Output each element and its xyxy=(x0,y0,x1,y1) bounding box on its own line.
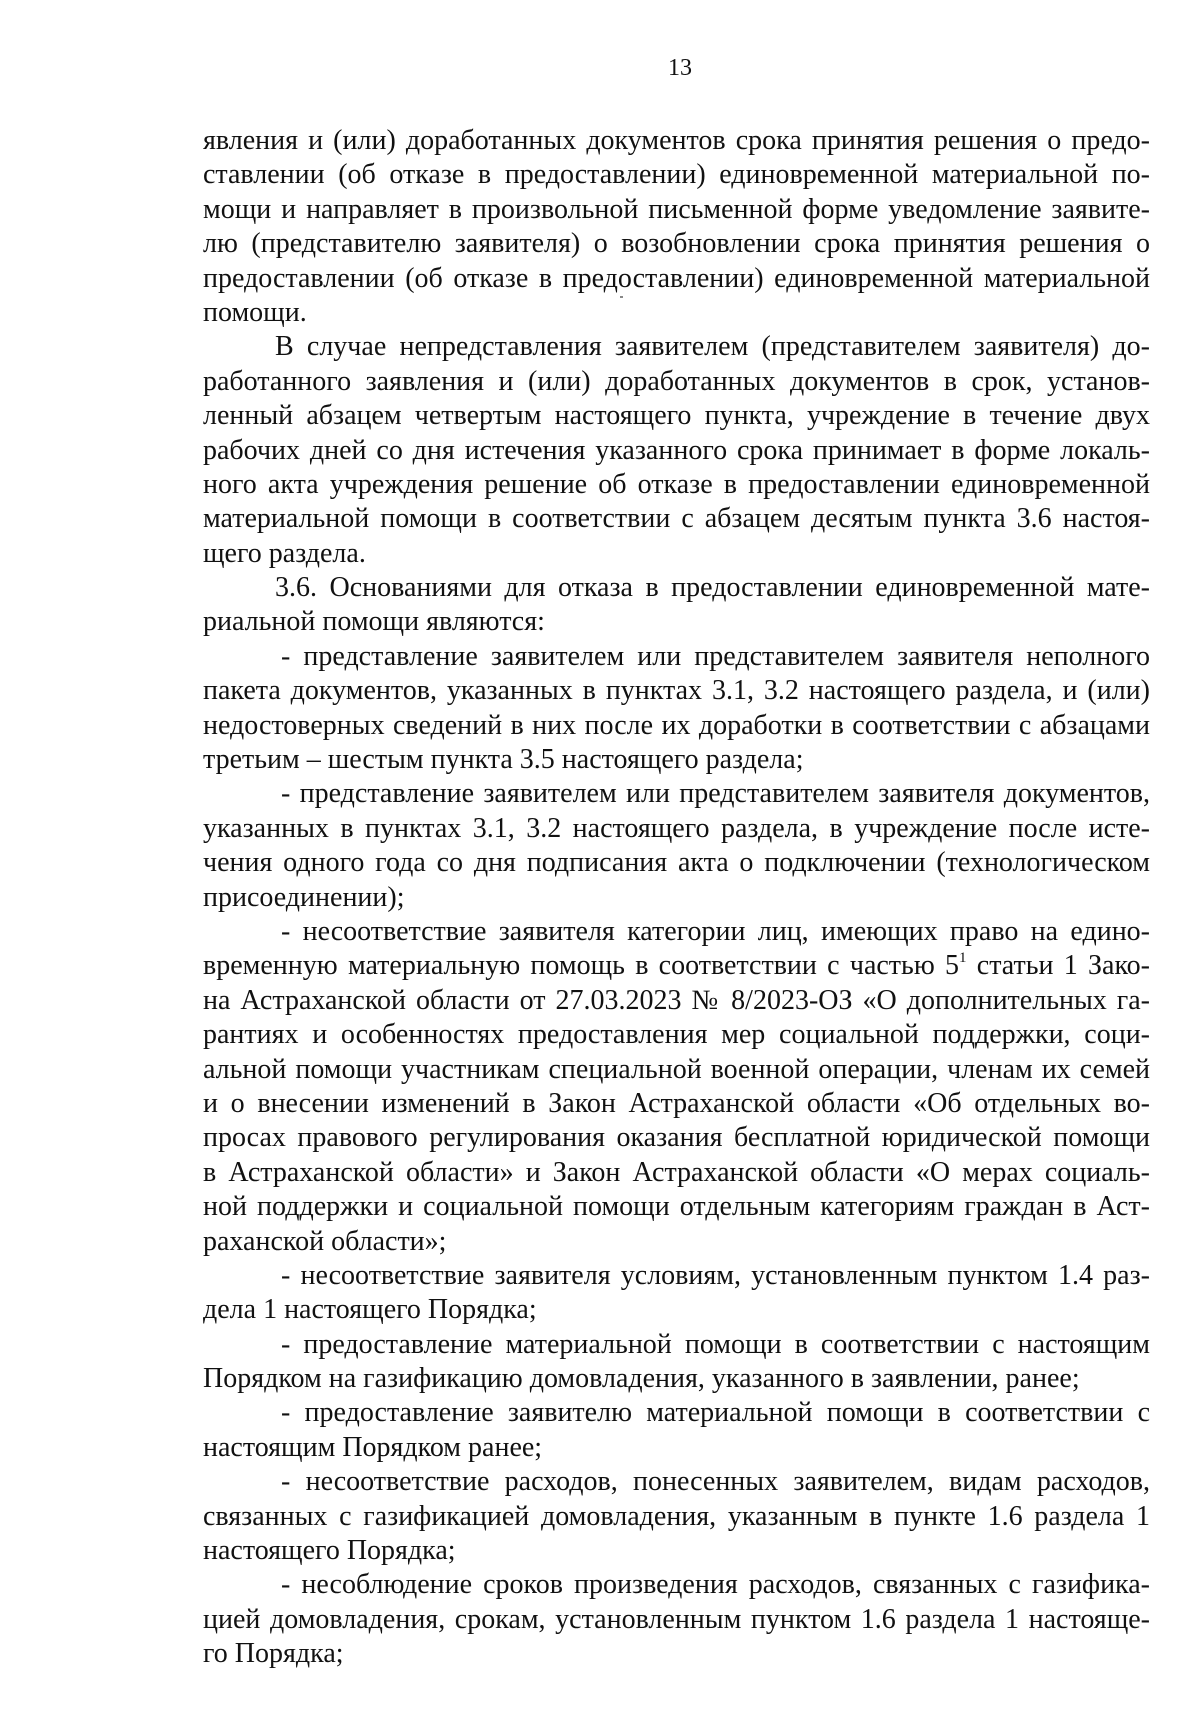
text-line: помощи. xyxy=(203,296,307,328)
text-line: и о внесении изменений в Закон Астраханской области «Об отдельных во- xyxy=(203,1087,1150,1119)
text-line: раханской области»; xyxy=(203,1225,447,1257)
text-line: ленный абзацем четвертым настоящего пункта, учреждение в течение двух xyxy=(203,400,1150,432)
text-line: го Порядка; xyxy=(203,1638,344,1670)
text-line: щего раздела. xyxy=(203,537,366,569)
text-line: ставлении (об отказе в предоставлении) единовременной материальной по- xyxy=(203,159,1150,191)
text-line: просах правового регулирования оказания бесплатной юридической помощи xyxy=(203,1122,1150,1154)
text-line: рантиях и особенностях предоставления мер социальной поддержки, соци- xyxy=(203,1019,1150,1051)
list-item-line: - несоответствие заявителя условиям, установленным пунктом 1.4 раз- xyxy=(281,1259,1150,1291)
text-line: явления и (или) доработанных документов срока принятия решения о предо- xyxy=(203,125,1150,156)
text-line: мощи и направляет в произвольной письменной форме уведомление заявите- xyxy=(203,193,1150,225)
text-line: на Астраханской области от 27.03.2023 № 8/2023-ОЗ «О дополнительных га- xyxy=(203,984,1150,1016)
text-line: предоставлении (об отказе в предоставлении) единовременной материальной xyxy=(203,262,1150,294)
text-line: присоединении); xyxy=(203,881,405,913)
list-item-line: - представление заявителем или представителем заявителя неполного xyxy=(281,640,1150,672)
text-line: ной поддержки и социальной помощи отдельным категориям граждан в Аст- xyxy=(203,1191,1150,1223)
superscript: 1 xyxy=(959,950,967,967)
text-line: рабочих дней со дня истечения указанного срока принимает в форме локаль- xyxy=(203,434,1150,466)
text-line: дела 1 настоящего Порядка; xyxy=(203,1294,537,1326)
text-line: настоящим Порядком ранее; xyxy=(203,1431,543,1463)
text-line: настоящего Порядка; xyxy=(203,1535,456,1567)
list-item-line: - предоставление заявителю материальной помощи в соответствии с xyxy=(281,1397,1150,1429)
list-item-line: - несоответствие заявителя категории лиц, имеющих право на едино- xyxy=(281,915,1150,947)
list-item-line: - представление заявителем или представителем заявителя документов, xyxy=(281,778,1150,810)
text-fragment: статьи 1 Зако- xyxy=(966,950,1150,982)
text-line: В случае непредставления заявителем (представителем заявителя) до- xyxy=(275,331,1150,363)
section-heading-line: 3.6. Основаниями для отказа в предоставлении единовременной мате- xyxy=(275,572,1150,604)
text-fragment: временную материальную помощь в соответствии с частью 5 xyxy=(203,950,960,982)
text-line: пакета документов, указанных в пунктах 3.1, 3.2 настоящего раздела, и (или) xyxy=(203,675,1150,707)
text-line: третьим – шестым пункта 3.5 настоящего раздела; xyxy=(203,744,804,776)
body-text xyxy=(203,124,1150,1672)
text-line: лю (представителю заявителя) о возобновлении срока принятия решения о xyxy=(203,228,1150,260)
text-line-with-superscript xyxy=(203,949,1150,983)
list-item-line: - предоставление материальной помощи в соответствии с настоящим xyxy=(281,1328,1150,1360)
list-item-line: - несоблюдение сроков произведения расходов, связанных с газифика- xyxy=(281,1569,1150,1601)
text-line: Порядком на газификацию домовладения, указанного в заявлении, ранее; xyxy=(203,1363,1080,1395)
text-line: ного акта учреждения решение об отказе в предоставлении единовременной xyxy=(203,468,1150,500)
text-line: цией домовладения, срокам, установленным пунктом 1.6 раздела 1 настояще- xyxy=(203,1603,1150,1635)
text-line: работанного заявления и (или) доработанных документов в срок, установ- xyxy=(203,365,1150,397)
text-line: чения одного года со дня подписания акта о подключении (технологическом xyxy=(203,847,1150,879)
text-line: риальной помощи являются: xyxy=(203,606,545,638)
page-number: 13 xyxy=(668,55,692,81)
text-line: связанных с газификацией домовладения, указанным в пункте 1.6 раздела 1 xyxy=(203,1500,1150,1532)
list-item-line: - несоответствие расходов, понесенных заявителем, видам расходов, xyxy=(281,1466,1150,1498)
text-line: недостоверных сведений в них после их доработки в соответствии с абзацами xyxy=(203,709,1150,741)
text-line: в Астраханской области» и Закон Астраханской области «О мерах социаль- xyxy=(203,1156,1150,1188)
text-line: альной помощи участникам специальной военной операции, членам их семей xyxy=(203,1053,1150,1085)
text-line: материальной помощи в соответствии с абзацем десятым пункта 3.6 настоя- xyxy=(203,503,1150,535)
text-line: указанных в пунктах 3.1, 3.2 настоящего раздела, в учреждение после исте- xyxy=(203,812,1150,844)
